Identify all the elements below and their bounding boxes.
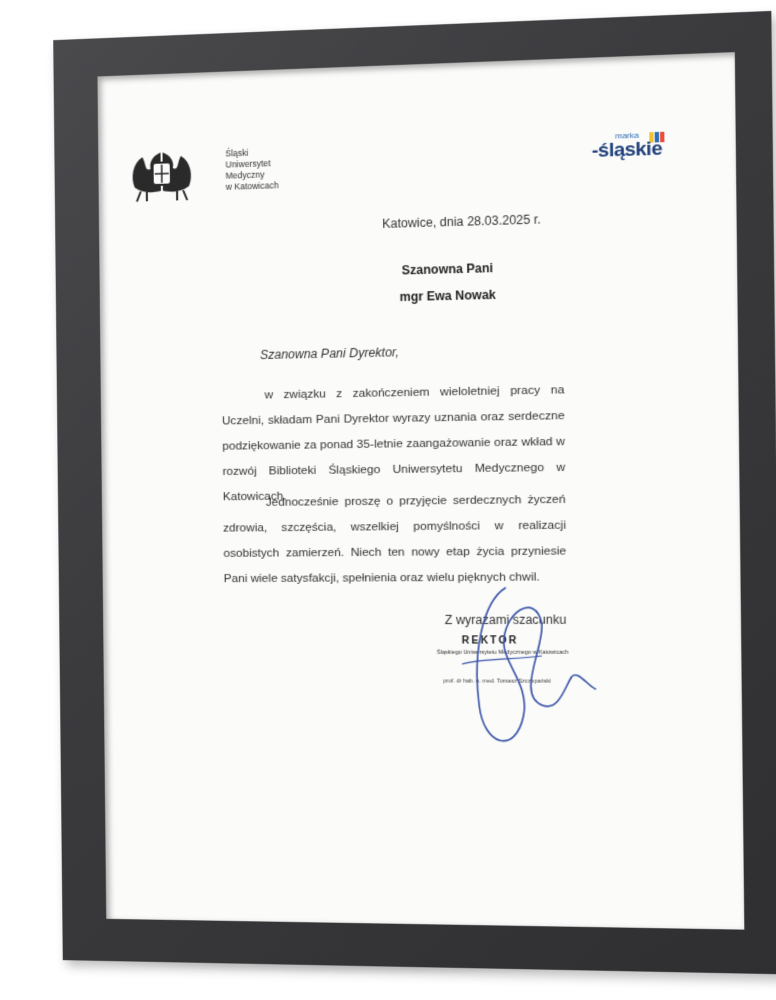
- university-name: [225, 147, 278, 193]
- university-line: Medyczny: [225, 169, 265, 181]
- stamp-title: REKTOR: [461, 635, 519, 647]
- paragraph-2: [223, 486, 567, 591]
- letter-paper: [97, 52, 744, 930]
- stamp-name: prof. dr hab. n. med. Tomasz Szczepański: [443, 678, 552, 685]
- paragraph-1-text: w związku z zakończeniem wieloletniej pracy na Uczelni, składam Pani Dyrektor wyrazy uznania oraz serdeczne podziękowanie za ponad 35-letnie zaangażowanie oraz wkład w rozwój Biblioteki Śląskiego Uniwersytetu Medycznego w Katowicach.: [221, 383, 566, 504]
- brand-small-text: marka: [615, 130, 639, 141]
- brand-name: -śląskie: [591, 138, 663, 163]
- signature-icon: [440, 581, 600, 757]
- university-crest-icon: [126, 145, 197, 204]
- closing: Z wyrazami szacunku: [444, 612, 567, 628]
- letter-document: [97, 52, 744, 930]
- greeting: Szanowna Pani Dyrektor,: [259, 345, 399, 363]
- recipient-name: mgr Ewa Nowak: [399, 287, 496, 305]
- brand-logo: [585, 129, 682, 169]
- university-line: Śląski: [225, 147, 249, 159]
- stamp-institution: Śląskiego Uniwersytetu Medycznego w Katowicach: [436, 649, 569, 656]
- recipient-salutation: Szanowna Pani: [401, 260, 494, 278]
- picture-frame: [53, 11, 776, 974]
- paragraph-2-text: Jednocześnie proszę o przyjęcie serdecznych życzeń zdrowia, szczęścia, wszelkiej pomyślności w realizacji osobistych zamierzeń. Niech ten nowy etap życia przyniesie Pani wiele satysfakcji, spełnienia oraz wielu pięknych chwil.: [223, 492, 567, 586]
- university-line: Uniwersytet: [225, 158, 271, 170]
- university-line: w Katowicach: [225, 180, 279, 192]
- letter-date: Katowice, dnia 28.03.2025 r.: [382, 212, 541, 232]
